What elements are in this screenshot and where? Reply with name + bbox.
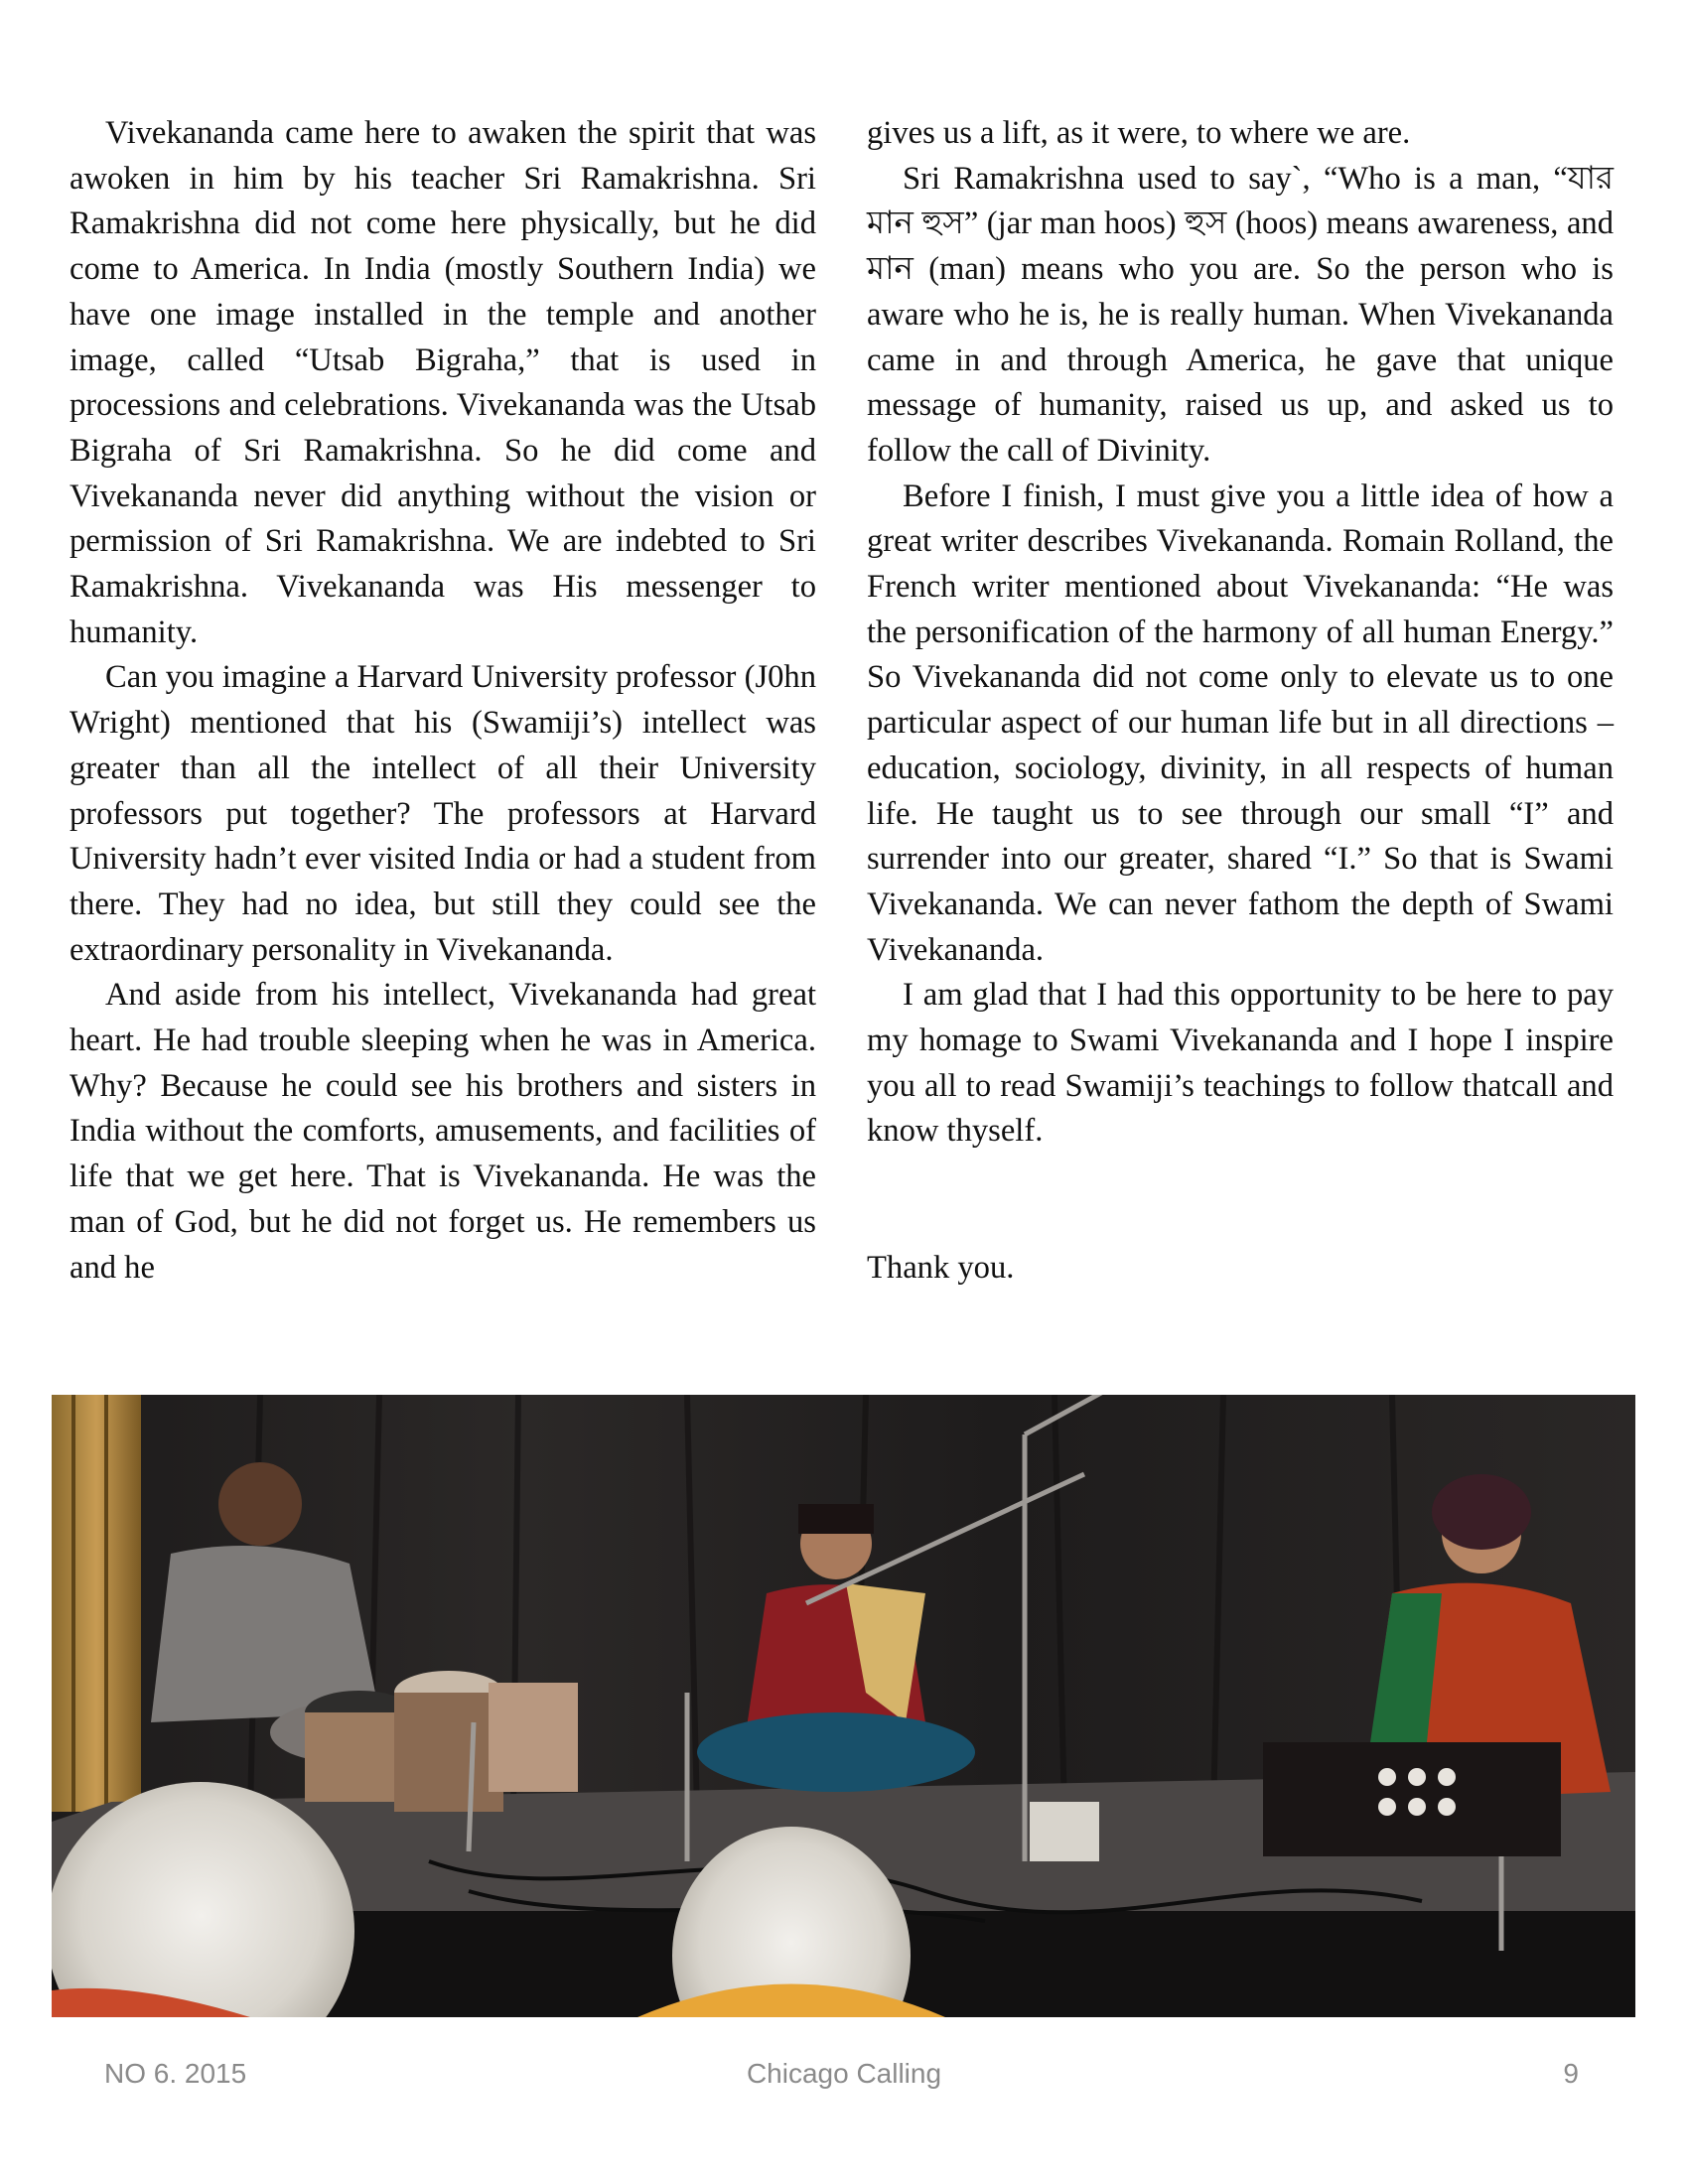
footer-page-number: 9 (1563, 2058, 1579, 2089)
paragraph-continuation: gives us a lift, as it were, to where we are. (867, 115, 1411, 151)
footer-publication-title: Chicago Calling (746, 2058, 942, 2089)
paragraph: And aside from his intellect, Vivekananda had great heart. He had trouble sleeping when he was in America. Why? Because he could see his brothers and sisters in India without the comforts, amusements, and facilities of life that we get here. That is Vivekananda. He was the man of God, but he did not forget us. He remembers us and he (70, 977, 816, 1286)
article-left-column (70, 111, 816, 1291)
concert-photo (52, 1395, 1635, 2017)
footer-issue: NO 6. 2015 (104, 2058, 247, 2089)
paragraph: Before I finish, I must give you a little idea of how a great writer describes Vivekananda. Romain Rolland, the French writer mentioned about Vivekananda: “He was the personification of the harmony of all human Energy.” So Vivekananda did not come only to elevate us to one particular aspect of our human life but in all directions – education, sociology, divinity, in all respects of human life. He taught us to see through our small “I” and surrender into our greater, shared “I.” So that is Swami Vivekananda. We can never fathom the depth of Swami Vivekananda. (867, 478, 1614, 968)
closing-line: Thank you. (867, 1250, 1015, 1287)
paragraph: Can you imagine a Harvard University professor (J0hn Wright) mentioned that his (Swamiji’s) intellect was greater than all the intellect of all their University professors put together? The professors at Harvard University hadn’t ever visited India or had a student from there. They had no idea, but still they could see the extraordinary personality in Vivekananda. (70, 659, 816, 968)
paragraph: Sri Ramakrishna used to say`, “Who is a man, “যার মান হুস” (jar man hoos) হুস (hoos) means awareness, and মান (man) means who you are. So the person who is aware who he is, he is really human. When Vivekananda came in and through America, he gave that unique message of humanity, raised us up, and asked us to follow the call of Divinity. (867, 160, 1614, 469)
paragraph: I am glad that I had this opportunity to be here to pay my homage to Swami Vivekananda and I hope I inspire you all to read Swamiji’s teachings to follow thatcall and know thyself. (867, 977, 1614, 1150)
paragraph: Vivekananda came here to awaken the spirit that was awoken in him by his teacher Sri Ramakrishna. Sri Ramakrishna did not come here physically, but he did come to America. In India (mostly Southern India) we have one image installed in the temple and another image, called “Utsab Bigraha,” that is used in processions and celebrations. Vivekananda was the Utsab Bigraha of Sri Ramakrishna. So he did come and Vivekananda never did anything without the vision or permission of Sri Ramakrishna. We are indebted to Sri Ramakrishna. Vivekananda was His messenger to humanity. (70, 115, 816, 650)
article-right-column (867, 111, 1614, 1292)
